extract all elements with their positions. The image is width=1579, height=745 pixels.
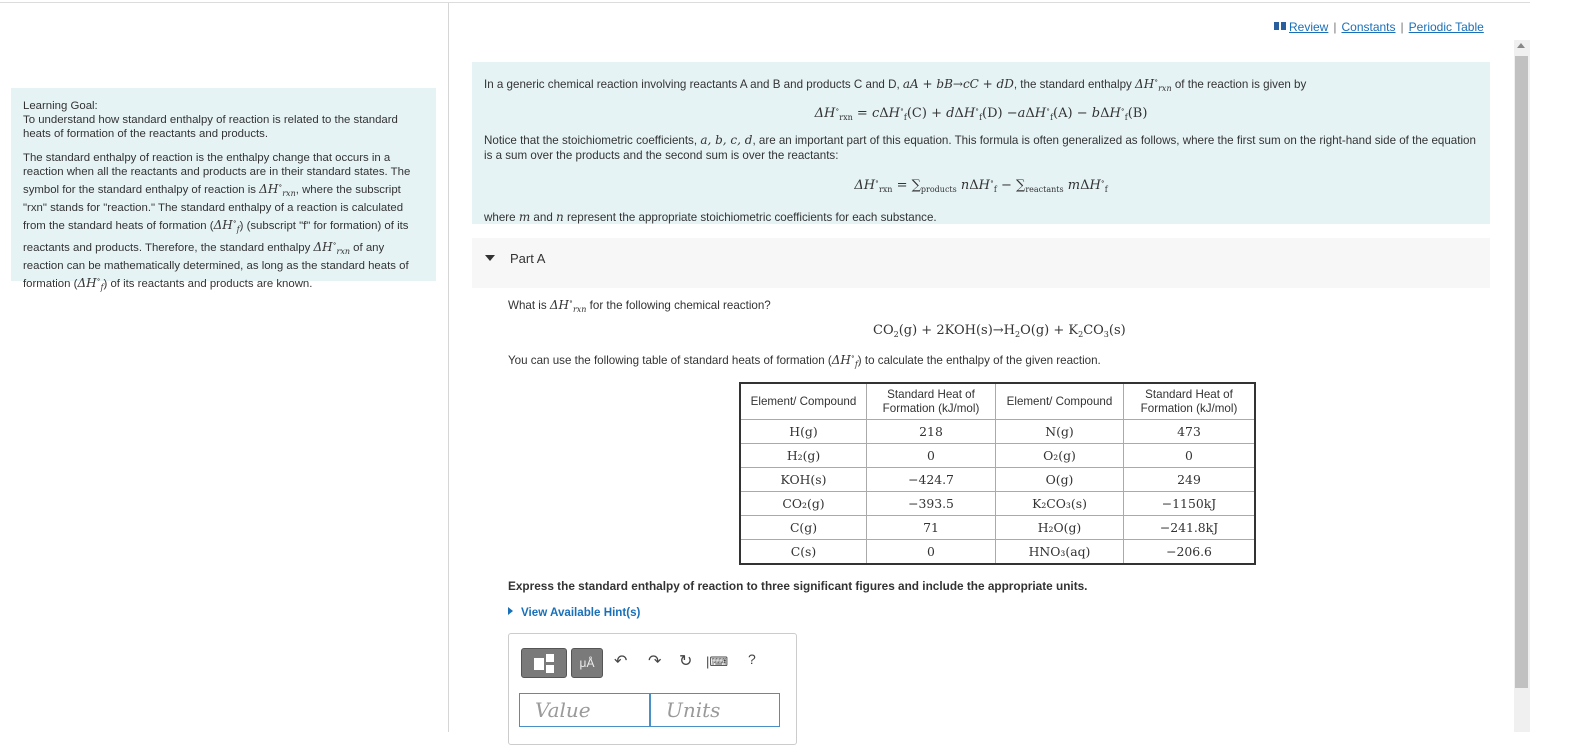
undo-icon[interactable]: ↶	[614, 653, 628, 670]
learning-goal-panel	[11, 88, 436, 292]
enthalpy-equation: $\Delta H^\circ_{rxn} = c\Delta H^\circ_f(C) + d\Delta H^\circ_f(D) -a\Delta H^\circ_f(A) - b\Delta H^\circ_f(B)$	[814, 104, 1148, 122]
column-header: Element/ Compound	[740, 383, 867, 420]
keyboard-icon[interactable]: |⌨	[706, 654, 729, 669]
chemical-reaction: $CO_2(g) + 2KOH(s)\to H_2O(g) + K_2CO_3(s)$	[873, 323, 1126, 339]
resource-links: Review | Constants | Periodic Table	[1274, 20, 1484, 34]
table-row	[740, 516, 1255, 540]
table-row	[740, 492, 1255, 516]
table-cell: 249	[1124, 468, 1256, 492]
value-input[interactable]	[519, 693, 650, 727]
template-block-icon	[546, 654, 554, 662]
table-cell: 473	[1124, 420, 1256, 444]
table-cell: CO₂(g)	[740, 492, 867, 516]
part-a-label[interactable]: Part A	[510, 251, 546, 266]
table-row	[740, 468, 1255, 492]
column-header: Standard Heat of Formation (kJ/mol)	[867, 383, 996, 420]
table-cell: −206.6	[1124, 540, 1256, 565]
question-text: What is $\Delta H^\circ_{rxn}$ for the following chemical reaction?	[508, 297, 771, 314]
table-cell: −241.8kJ	[1124, 516, 1256, 540]
table-cell: H₂O(g)	[996, 516, 1124, 540]
book-icon	[1274, 22, 1286, 30]
table-row	[740, 420, 1255, 444]
column-header: Standard Heat of Formation (kJ/mol)	[1124, 383, 1256, 420]
table-cell: H₂(g)	[740, 444, 867, 468]
table-cell: K₂CO₃(s)	[996, 492, 1124, 516]
table-cell: 71	[867, 516, 996, 540]
table-cell: −1150kJ	[1124, 492, 1256, 516]
table-cell: 0	[867, 444, 996, 468]
reset-icon[interactable]: ↻	[679, 653, 693, 670]
where-text: where m and n represent the appropriate stoichiometric coefficients for each substance.	[484, 209, 937, 224]
units-symbol-button[interactable]: μÅ	[571, 648, 603, 678]
table-cell: H(g)	[740, 420, 867, 444]
heats-of-formation-table	[739, 382, 1256, 565]
table-cell: −424.7	[867, 468, 996, 492]
scroll-up-arrow-icon[interactable]	[1517, 43, 1525, 48]
table-row	[740, 444, 1255, 468]
table-cell: HNO₃(aq)	[996, 540, 1124, 565]
table-cell: −393.5	[867, 492, 996, 516]
templates-button[interactable]	[521, 648, 567, 678]
express-instruction: Express the standard enthalpy of reaction to three significant figures and include the appropriate units.	[508, 579, 1088, 593]
table-cell: 0	[867, 540, 996, 565]
intro-line: In a generic chemical reaction involving reactants A and B and products C and D, aA + bB→cC + dD, the standard enthalpy $\Delta H^\circ_{rxn}$ of the reaction is given by	[484, 76, 1307, 93]
table-intro-text: You can use the following table of standard heats of formation $(\Delta H^\circ_f)$ to calculate the enthalpy of the given reaction.	[508, 352, 1101, 369]
table-cell: O(g)	[996, 468, 1124, 492]
pane-divider	[448, 3, 449, 732]
help-button[interactable]: ?	[748, 651, 756, 667]
view-hints-label: View Available Hint(s)	[521, 606, 641, 619]
part-a-header[interactable]	[472, 238, 1490, 288]
table-cell: C(g)	[740, 516, 867, 540]
top-rule	[0, 2, 1530, 3]
scrollbar-thumb[interactable]	[1515, 56, 1528, 688]
review-link[interactable]: Review	[1289, 20, 1329, 34]
collapse-caret-icon[interactable]	[485, 255, 495, 261]
template-block-icon	[546, 665, 554, 673]
column-header: Element/ Compound	[996, 383, 1124, 420]
constants-link[interactable]: Constants	[1341, 20, 1396, 34]
redo-icon[interactable]: ↷	[648, 653, 662, 670]
learning-goal-text: To understand how standard enthalpy of reaction is related to the standard heats of formation of the reactants and products.	[23, 114, 398, 140]
table-cell: C(s)	[740, 540, 867, 565]
table-cell: N(g)	[996, 420, 1124, 444]
table-cell: KOH(s)	[740, 468, 867, 492]
table-cell: 218	[867, 420, 996, 444]
intro-panel	[472, 62, 1490, 224]
expand-triangle-icon	[508, 607, 513, 615]
table-row	[740, 540, 1255, 565]
general-equation: $\Delta H^\circ_{rxn} = \sum_{products}$ $n\Delta H^\circ_f - \sum_{reactants}$ mΔH∘$_f$	[854, 177, 1108, 194]
periodic-table-link[interactable]: Periodic Table	[1408, 20, 1484, 34]
learning-goal-label: Learning Goal:	[23, 100, 98, 112]
table-header-row	[740, 383, 1255, 420]
template-block-icon	[534, 658, 544, 670]
view-hints-link[interactable]	[508, 606, 640, 619]
table-cell: O₂(g)	[996, 444, 1124, 468]
table-cell: 0	[1124, 444, 1256, 468]
learning-goal-description: The standard enthalpy of reaction is the enthalpy change that occurs in a reaction when all the reactants and products are in their standard states. The symbol for the standard enthalpy of reaction is $\Delta H^\circ_{rxn}$, where the subscript "rxn" stands for "reaction." The standard enthalpy of a reaction is calculated from the standard heats of formation $(\Delta H^\circ_f)$ (subscript "f" for formation) of its reactants and products. Therefore, the standard enthalpy $\Delta H^\circ_{rxn}$ of any reaction can be mathematically determined, as long as the standard heats of formation $(\Delta H^\circ_f)$ of its reactants and products are known.	[23, 152, 411, 292]
units-input[interactable]	[650, 693, 780, 727]
notice-text: Notice that the stoichiometric coefficients, a, b, c, d, are an important part of this equation. This formula is often generalized as follows, where the first sum on the right-hand side of the equation is a sum over the products and the second sum is over the reactants:	[484, 133, 1476, 162]
